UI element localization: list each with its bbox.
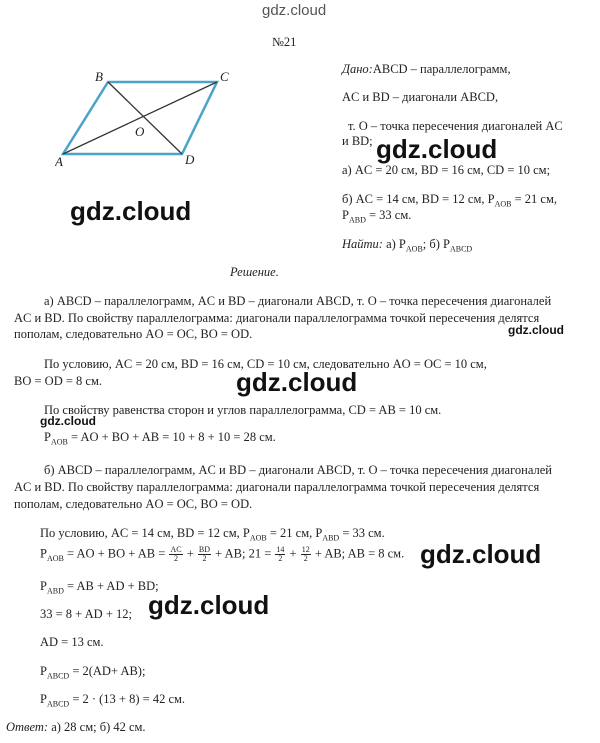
given-line-6: $P_{ABD} = 33$ см. (342, 208, 412, 225)
solution-b-line-7: 33 = 8 + AD + 12; (40, 607, 132, 621)
solution-a-line-5: BO = OD = 8 см. (14, 374, 102, 388)
vertex-label-c: C (220, 69, 229, 84)
fraction-14-2: $\frac{14}{2}$ (276, 545, 285, 563)
site-mark: gdz.cloud (262, 2, 327, 19)
watermark: gdz.cloud (148, 590, 270, 620)
solution-b-line-6: $P_{ABD}$ = AB + AD + BD; (40, 579, 159, 596)
solution-title: Решение. (230, 265, 279, 279)
vertex-label-b: B (95, 69, 103, 84)
solution-b-line-9: $P_{ABCD} = 2(AD+ AB)$; (40, 664, 146, 681)
given-line-3a: т. O – точка пересечения диагоналей AC (348, 119, 563, 133)
solution-b-line-2: AC и BD. По свойству параллелограмма: диагонали параллелограмма точкой пересечения делятся (14, 480, 540, 494)
given-line-3b: и BD; (342, 134, 373, 148)
task-number: №21 (272, 35, 297, 49)
fraction-bd-2: $\frac{BD}{2}$ (198, 545, 211, 563)
watermark: gdz.cloud (70, 196, 192, 226)
given-line-4: а) AC = 20 см, BD = 16 см, CD = 10 см; (342, 163, 551, 177)
solution-a-line-4: По условию, AC = 20 см, BD = 16 см, CD = 10 см, следовательно AO = OC = 10 см, (44, 357, 487, 371)
solution-b-line-8: AD = 13 см. (40, 635, 104, 649)
solution-a-line-3: пополам, следовательно AO = OC, BO = OD. (14, 327, 253, 341)
given-line-2: AC и BD – диагонали ABCD, (342, 90, 499, 104)
watermark: gdz.cloud (236, 367, 358, 397)
solution-a-line-1: а) ABCD – параллелограмм, AC и BD – диагонали ABCD, т. O – точка пересечения диагоналей (44, 294, 552, 308)
given-line-1: Дано:ABCD – параллелограмм, (342, 62, 511, 76)
vertex-label-a: A (55, 154, 63, 168)
watermark: gdz.cloud (420, 539, 542, 569)
find-line: Найти: а) $P_{AOB}$; б) $P_{ABCD}$ (342, 237, 473, 254)
parallelogram-figure (55, 68, 240, 168)
solution-b-line-4: По условию, AC = 14 см, BD = 12 см, $P_{AOB} = 21$ см, $P_{ABD} = 33$ см. (40, 526, 385, 543)
answer-line: Ответ: а) 28 см; б) 42 см. (6, 720, 146, 734)
fraction-12-2: $\frac{12}{2}$ (301, 545, 310, 563)
solution-b-line-10: $P_{ABCD} = 2 \cdot (13 + 8) = 42$ см. (40, 692, 186, 709)
fraction-ac-2: $\frac{AC}{2}$ (170, 545, 182, 563)
diagonal-bd (108, 82, 182, 154)
given-line-5: б) AC = 14 см, BD = 12 см, $P_{AOB} = 21$ см, (342, 192, 558, 209)
watermark: gdz.cloud (40, 414, 96, 428)
watermark: gdz.cloud (508, 323, 564, 337)
vertex-label-d: D (185, 152, 195, 167)
solution-a-line-7: $P_{AOB}$ = AO + BO + AB = 10 + 8 + 10 = 28 см. (44, 430, 276, 447)
solution-b-line-1: б) ABCD – параллелограмм, AC и BD – диагонали ABCD, т. O – точка пересечения диагоналей (44, 463, 552, 477)
solution-b-line-5: $P_{AOB}$ = AO + BO + AB = $\frac{AC}{2}$ + $\frac{BD}{2}$ + AB; 21 = $\frac{14}{2}$ + $\frac{12}{2}$ + AB; AB = 8 см. (40, 545, 405, 563)
solution-b-line-3: пополам, следовательно AO = OC, BO = OD. (14, 497, 253, 511)
watermark: gdz.cloud (376, 134, 498, 164)
vertex-label-o: O (135, 124, 145, 139)
solution-a-line-2: AC и BD. По свойству параллелограмма: диагонали параллелограмма точкой пересечения делятся (14, 311, 540, 325)
solution-a-line-6: По свойству равенства сторон и углов параллелограмма, CD = AB = 10 см. (44, 403, 442, 417)
